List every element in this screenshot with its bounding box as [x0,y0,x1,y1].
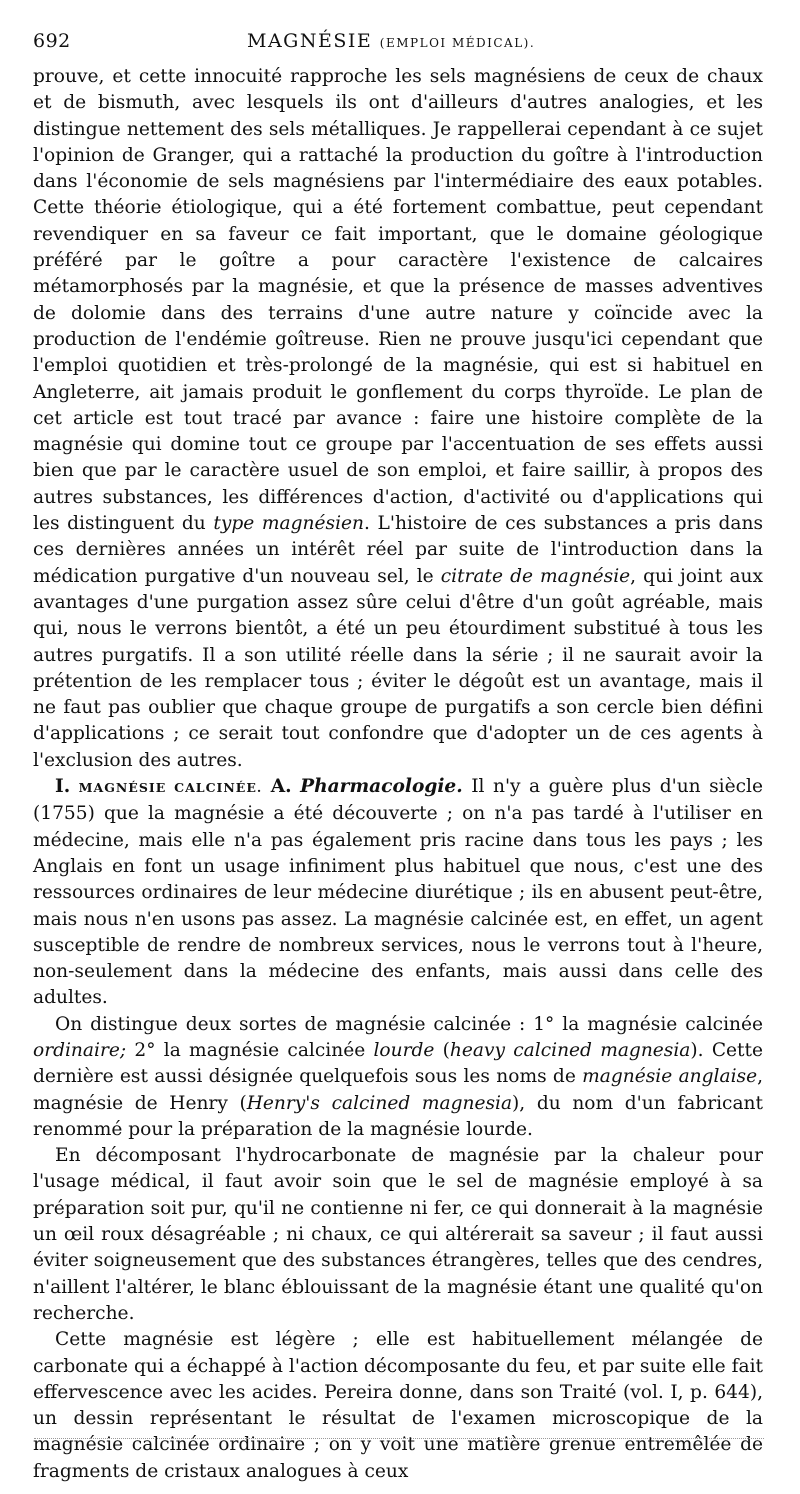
running-head [247,30,535,52]
page-header [33,30,763,64]
text-run: . L'histoire de ces substances a pris dans ces dernières années un intérêt réel par suite de l'introduction dans la médication purgative d'un nouveau sel, le [33,513,764,587]
body-text [33,64,763,1485]
footer-dotted-rule [34,1438,764,1439]
paragraph [33,1012,763,1143]
italic-term: ordinaire; [33,1039,127,1061]
subsection-title: Pharmacologie. [300,776,463,798]
italic-term: magnésie anglaise [582,1066,758,1088]
page-number: 692 [33,30,71,52]
text-run: Il n'y a guère plus d'un siècle (1755) que la magnésie a été découverte ; on n'a pas tardé à l'utiliser en médecine, mais elle n'a pas également pris racine dans tous les pays ; les Anglais en font un usage infiniment plus habituel que nous, c'est une des ressources ordinaires de leur médecine diurétique ; ils en abusent peut-être, mais nous n'en usons pas assez. La magnésie calcinée est, en effet, un agent susceptible de rendre de nombreux services, nous le verrons tout à l'heure, non-seulement dans la médecine des enfants, mais aussi dans celle des adultes. [33,776,763,1009]
paragraph [33,64,763,774]
book-page [33,30,763,1485]
text-run: ). Cette dernière est aussi désignée quelquefois sous les noms de [33,1039,763,1088]
text-run: ( [434,1039,450,1061]
section-paragraph [33,774,763,1012]
section-heading: MAGNÉSIE CALCINÉE. [78,780,263,796]
running-title: MAGNÉSIE [247,30,373,52]
text-run: prouve, et cette innocuité rapproche les sels magnésiens de ceux de chaux et de bismuth, avec lesquels ils ont d'ailleurs d'autres analogies, et les distingue nettement des sels métalliques. Je rappellerai cependant à ce sujet l'opinion de Granger, qui a rattaché la production du goître à l'introduction dans l'économie de sels magnésiens par l'intermédiaire des eaux potables. Cette théorie étiologique, qui a été fortement combattue, peut cependant revendiquer en sa faveur ce fait important, que le domaine géologique préféré par le goître a pour caractère l'existence de calcaires métamorphosés par la magnésie, et que la présence de masses adventives de dolomie dans des terrains d'une autre nature y coïncide avec la production de l'endémie goîtreuse. Rien ne prouve jusqu'ici cependant que l'emploi quotidien et très-prolongé de la magnésie, qui est si habituel en Angleterre, ait jamais produit le gonflement du corps thyroïde. Le plan de cet article est tout tracé par avance : faire une histoire complète de la magnésie qui domine tout ce groupe par l'accentuation de ses effets aussi bien que par le caractère usuel de son emploi, et faire saillir, à propos des autres substances, les différences d'action, d'activité ou d'applications qui les distinguent du [33,66,763,535]
paragraph: Cette magnésie est légère ; elle est habituellement mélangée de carbonate qui a échappé à l'action décomposante du feu, et par suite elle fait effervescence avec les acides. Pereira donne, dans son Traité (vol. I, p. 644), un dessin représentant le résultat de l'examen microscopique de la magnésie calcinée ordinaire ; on y voit une matière grenue entremêlée de fragments de cristaux analogues à ceux [33,1329,763,1482]
italic-term: Henry's calcined magnesia [246,1092,513,1114]
subsection-letter: A. [270,776,292,798]
paragraph: En décomposant l'hydrocarbonate de magnésie par la chaleur pour l'usage médical, il faut avoir soin que le sel de magnésie employé à sa préparation soit pur, qu'il ne contienne ni fer, ce qui donnerait à la magnésie un œil roux désagréable ; ni chaux, ce qui altérerait sa saveur ; il faut aussi éviter soigneusement que des substances étrangères, telles que des cendres, n'aillent l'altérer, le blanc éblouissant de la magnésie étant une qualité qu'on recherche. [33,1145,763,1324]
italic-term: citrate de magnésie [440,565,631,587]
running-subtitle: (EMPLOI MÉDICAL). [379,36,536,50]
section-number: I. [55,776,71,798]
italic-term: type magnésien [213,513,364,535]
text-run: 2° la magnésie calcinée [126,1039,374,1061]
text-run: , magnésie de Henry ( [33,1066,763,1114]
text-run: On distingue deux sortes de magnésie calcinée : 1° la magnésie calcinée [55,1013,763,1035]
italic-term: heavy calcined magnesia [449,1039,691,1061]
text-run: , qui joint aux avantages d'une purgation assez sûre celui d'être d'un goût agréable, mais qui, nous le verrons bientôt, a été un peu étourdiment substitué à tous les autres purgatifs. Il a son utilité réelle dans la série ; il ne saurait avoir la prétention de les remplacer tous ; éviter le dégoût est un avantage, mais il ne faut pas oublier que chaque groupe de purgatifs a son cercle bien défini d'applications ; ce serait tout confondre que d'adopter un de ces agents à l'exclusion des autres. [33,565,763,771]
italic-term: lourde [373,1039,435,1061]
text-run: ), du nom d'un fabricant renommé pour la préparation de la magnésie lourde. [33,1092,763,1140]
